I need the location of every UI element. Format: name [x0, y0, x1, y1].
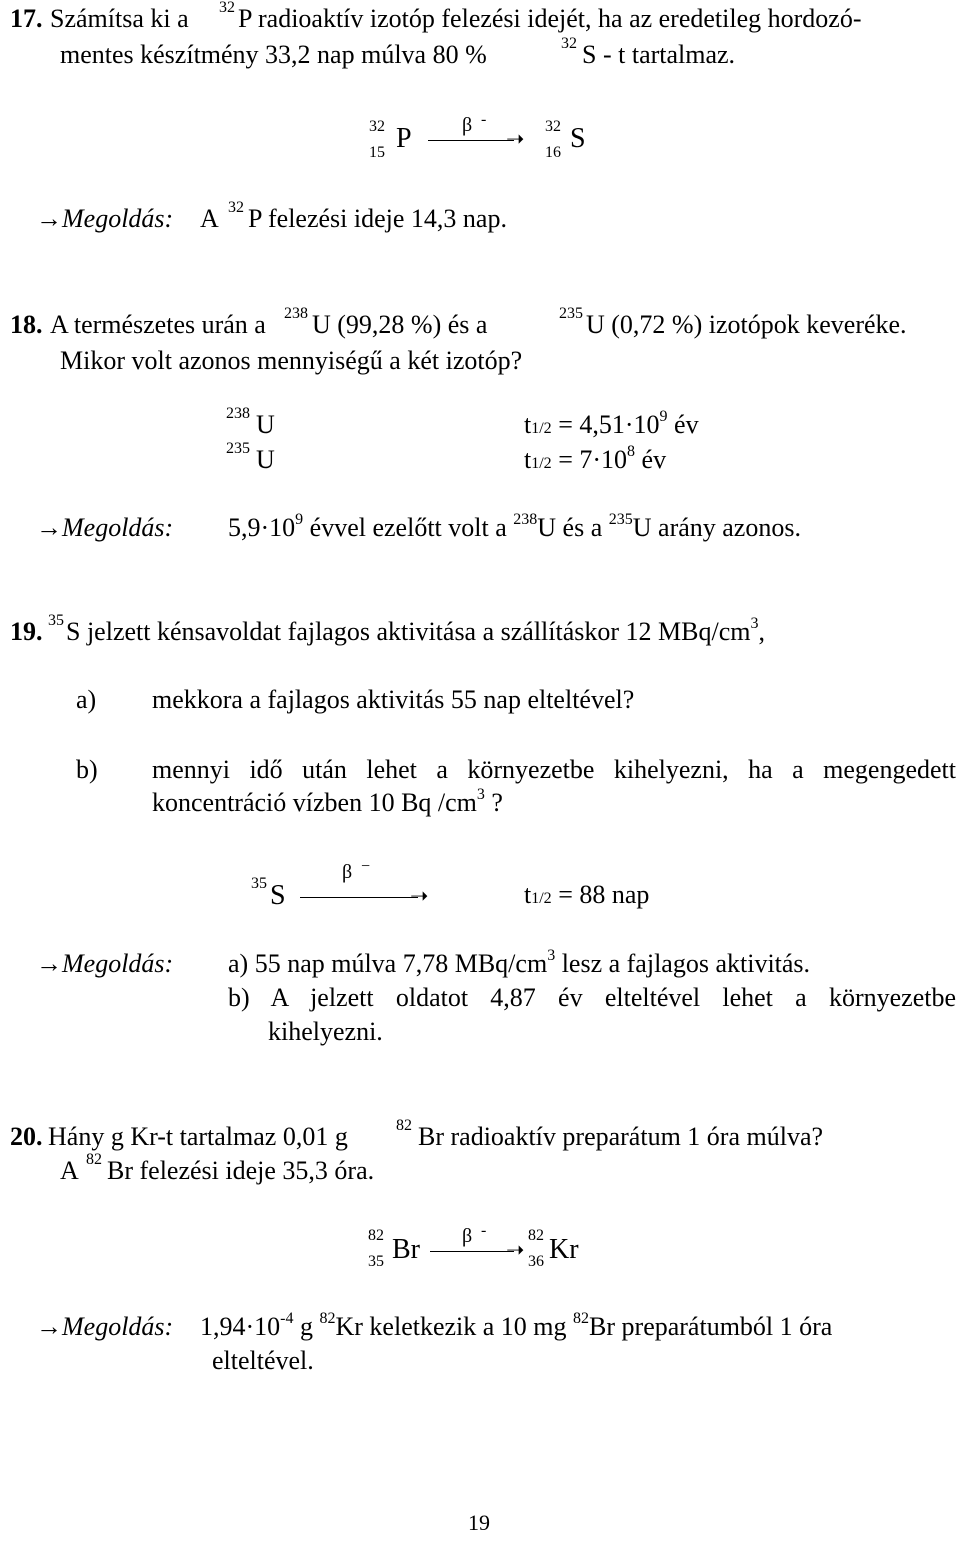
solution-text: b) A jelzett oldatot 4,87 év elteltével lehet a környezetbe [228, 983, 956, 1012]
mass-number: 35 [48, 612, 64, 629]
problem-text: Hány g Kr-t tartalmaz 0,01 g [48, 1122, 348, 1151]
solution-text: a) 55 nap múlva 7,78 MBq/$cm^3$ lesz a fajlagos aktivitás. [228, 947, 811, 978]
problem-text: Számítsa ki a [50, 4, 189, 33]
page-number: 19 [468, 1510, 490, 1535]
solution-label: Megoldás: [62, 513, 174, 542]
beta-sign: - [481, 111, 487, 128]
arrow-icon: → [36, 949, 62, 978]
subquestion-label: b) [76, 755, 98, 784]
element-symbol: U [256, 445, 275, 474]
arrow-icon: → [36, 204, 62, 233]
problem-text: S jelzett kénsavoldat fajlagos aktivitása a szállításkor 12 MBq/$cm^3$, [66, 615, 765, 646]
element-symbol: P [396, 123, 412, 154]
mass-number: 82 [396, 1117, 412, 1134]
solution-text: P felezési ideje 14,3 nap. [248, 204, 507, 233]
solution-label: Megoldás: [62, 1312, 174, 1341]
problem-text: Mikor volt azonos mennyiségű a két izotóp? [60, 346, 523, 375]
subquestion-text: mekkora a fajlagos aktivitás 55 nap elteltével? [152, 685, 635, 714]
problem-number: 20. [10, 1122, 43, 1151]
mass-number: 32 [545, 118, 561, 135]
atomic-number: 16 [545, 144, 561, 161]
reaction-arrow-line [300, 897, 418, 898]
solution-label: Megoldás: [62, 204, 174, 233]
beta-symbol: β [462, 1225, 473, 1247]
reaction-arrow-line [428, 140, 514, 141]
element-symbol: U [256, 410, 275, 439]
problem-text: Br radioaktív preparátum 1 óra múlva? [418, 1122, 824, 1151]
subquestion-text: mennyi idő után lehet a környezetbe kihelyezni, ha a megengedett [152, 755, 956, 784]
beta-symbol: β [462, 114, 473, 136]
problem-text: mentes készítmény 33,2 nap múlva 80 % [60, 40, 487, 69]
subquestion-text: koncentráció vízben 10 Bq $/cm^3$ ? [152, 786, 503, 817]
element-symbol: Br [392, 1234, 420, 1265]
solution-text: kihelyezni. [268, 1017, 383, 1046]
mass-number: 82 [86, 1151, 102, 1168]
mass-number: 32 [369, 118, 385, 135]
mass-number: 238 [226, 405, 250, 422]
element-symbol: S [270, 880, 286, 911]
reaction-arrow-line [430, 1251, 514, 1252]
solution-text: A [200, 204, 219, 233]
arrow-head-icon: ➝ [410, 883, 429, 908]
problem-text: A [60, 1156, 79, 1185]
mass-number: 32 [219, 0, 235, 16]
half-life-u235: $t1/2 = 7\cdot 10^8$ év [524, 443, 667, 474]
arrow-head-icon: ➝ [506, 126, 525, 151]
problem-text: P radioaktív izotóp felezési idejét, ha az eredetileg hordozó- [238, 4, 862, 33]
atomic-number: 35 [368, 1253, 384, 1270]
beta-symbol: β [342, 861, 353, 883]
mass-number: 35 [251, 875, 267, 892]
problem-text: A természetes urán a [50, 310, 266, 339]
atomic-number: 15 [369, 144, 385, 161]
element-symbol: Kr [549, 1234, 579, 1265]
mass-number: 32 [228, 199, 244, 216]
half-life-u238: $t1/2 = 4,51\cdot 10^9$ év [524, 408, 699, 439]
problem-text: Br felezési ideje 35,3 óra. [107, 1156, 375, 1185]
arrow-icon: → [36, 1312, 62, 1341]
beta-sign: − [361, 858, 371, 875]
mass-number: 235 [226, 440, 250, 457]
problem-text: U (99,28 %) és a [312, 310, 488, 339]
mass-number: 82 [368, 1227, 384, 1244]
arrow-head-icon: ➝ [506, 1237, 525, 1262]
problem-number: 18. [10, 310, 43, 339]
atomic-number: 36 [528, 1253, 544, 1270]
beta-sign: - [481, 1222, 487, 1239]
solution-text: elteltével. [212, 1346, 314, 1375]
solution-text: $1,94\cdot 10^{-4}$ g $^{82}$Kr keletkezik a 10 mg $^{82}$Br preparátumból 1 óra [200, 1310, 833, 1341]
mass-number: 238 [284, 305, 308, 322]
solution-label: Megoldás: [62, 949, 174, 978]
half-life-s35: t1/2 = 88 nap [524, 880, 650, 909]
element-symbol: S [570, 123, 586, 154]
mass-number: 82 [528, 1227, 544, 1244]
solution-text: $5,9\cdot 10^9$ évvel ezelőtt volt a $^{238}$U és a $^{235}$U arány azonos. [228, 511, 801, 542]
problem-text: U (0,72 %) izotópok keveréke. [586, 310, 907, 339]
arrow-icon: → [36, 513, 62, 542]
problem-text: S - t tartalmaz. [582, 40, 736, 69]
problem-number: 17. [10, 4, 43, 33]
subquestion-label: a) [76, 685, 97, 714]
problem-number: 19. [10, 617, 43, 646]
mass-number: 32 [561, 35, 577, 52]
mass-number: 235 [559, 305, 583, 322]
